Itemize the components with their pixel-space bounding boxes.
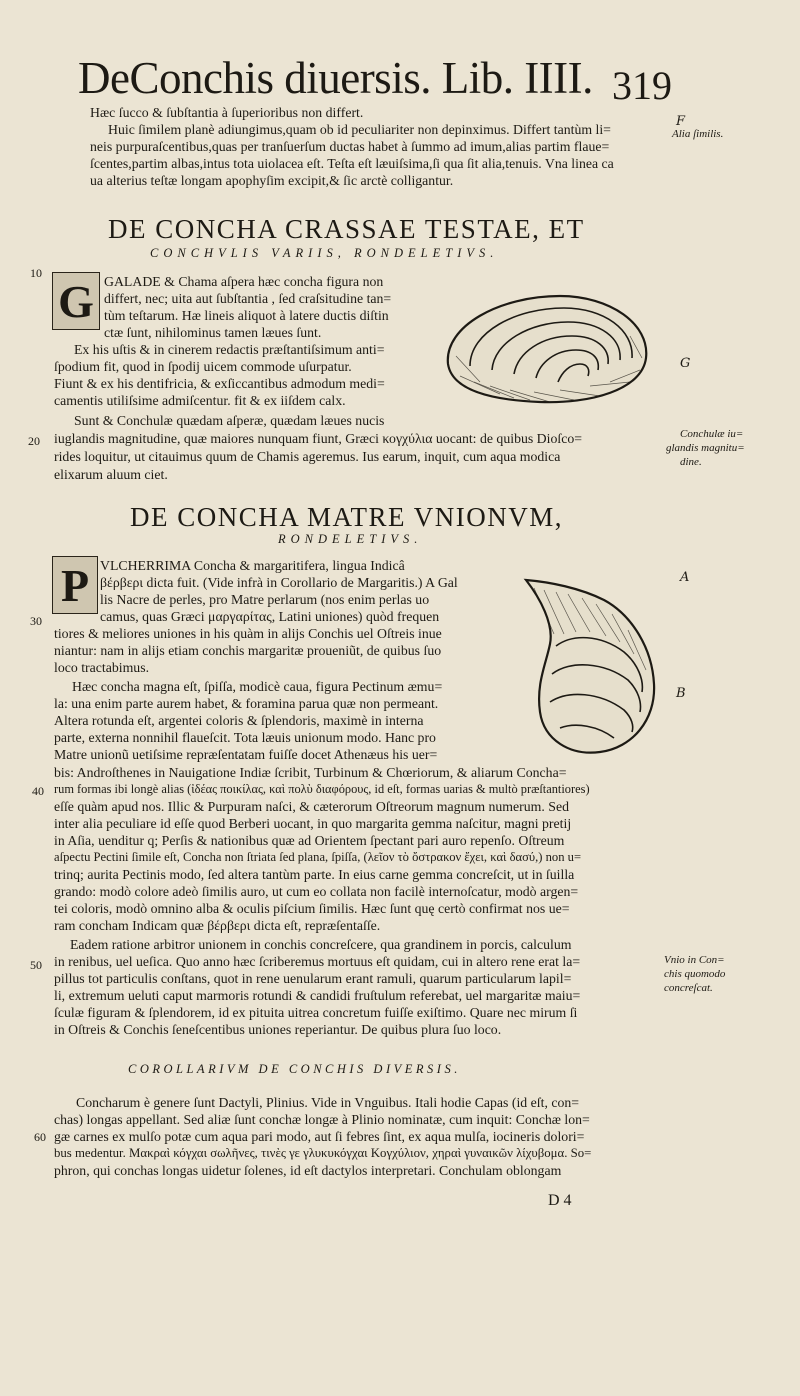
text-line: camentis utiliſsime admiſcentur. fit & ex iiſdem calx. <box>54 393 346 408</box>
text-line: ſcentes,partim albas,intus tota uiolacea eſt. Teſta eſt læuiſsima,ſi qua ſit alia,tenuis. Vna linea ca <box>90 156 614 171</box>
text-line: camus, quas Græci μαργαρίτας, Latini uniones) quòd frequen <box>100 609 440 624</box>
text-line: ſculæ figuram & ſplendorem, id ex pituita uitrea concretum fuiſſe exiſtimo. Quare nec mirum ſi <box>54 1005 578 1020</box>
text-line: Hæc concha magna eſt, ſpiſſa, modicè caua, figura Pectinum æmu= <box>72 679 443 694</box>
thick-shell-clam-illustration <box>440 286 656 410</box>
text-line: niantur: nam in alijs etiam conchis margaritæ proueniũt, de quibus ſuo <box>54 643 442 658</box>
text-line: ſpodium fit, quod in ſpodij uicem commode uſurpatur. <box>54 359 352 374</box>
text-line: aſpectu Pectini ſimile eſt, Concha non ſtriata ſed plana, ſpiſſa, (λεῖον τὸ ὄστρακον ἔχει, καὶ δασύ,) non u= <box>54 850 582 864</box>
text-line: in renibus, uel ueſica. Quo anno hæc ſcriberemus mortuus eſt quidam, cui in altero rene erat la= <box>54 954 581 969</box>
book-page: DeConchis diuersis. Lib. IIII. 319 F G A B 10 20 30 40 50 60 Hæc ſucco & ſubſtantia à ſuperioribus non differt. Huic ſimilem planè adiungimus,quam ob id peculiariter non depinximus. Differt tantùm li= neis purpuraſcentibus,quas per tranſuerſum ductas habet à ſummo ad imum,alias partim flaue= ſcentes,partim albas,intus tota uiolacea eſt. Teſta eſt læuiſsima,ſi qua ſit alia,tenuis. Vna linea ca ua alterius teſtæ longam apophyſim excipit,& ſic arctè colligantur. Alia ſimilis. DE CONCHA CRASSAE TESTAE, ET CONCHVLIS VARIIS, RONDELETIVS. G GALADE & Chama aſpera hæc concha figura non differt, nec; uita aut ſubſtantia , ſed craſsitudine tan= tùm teſtarum. Hæ lineis aliquot à latere ductis diſtin ctæ ſunt, nihilominus tamen læues ſunt. Ex his uſtis & in cinerem redactis præſtantiſsimum anti= ſpodium fit, quod in ſpodij uicem commode uſurpatur. Fiunt & ex his dentifricia, & exſiccantibus admodum medi= camentis utiliſsime admiſcentur. fit & ex iiſdem calx. Sunt & Conchulæ quædam aſperæ, quædam læues nucis iuglandis magnitudine, quæ maiores nunquam fiunt, Græci κογχύλια uocant: de quibus Dioſco= rides loquitur, ut citauimus quum de Chamis ageremus. Ius earum, inquit, cum aqua modica elixarum aluum ciet. Conchulæ iu= glandis magnitu= dine. DE CONCHA MATRE VNIONVM, RONDELETIVS. P VLCHERRIMA Concha & margaritifera, lingua Indicâ βέρβερι dicta fuit. (Vide infrà in Corollario de Margaritis.) A Gal lis Nacre de perles, pro Matre perlarum (nos enim perlas uo camus, quas Græci μαργαρίτας, Latini uniones) quòd frequen tiores & meliores uniones in his quàm in alijs Conchis uel Oſtreis inue niantur: nam in alijs etiam conchis margaritæ proueniũt, de quibus ſuo loco tractabimus. Hæc concha magna eſt, ſpiſſa, modicè caua, figura Pectinum æmu= la: una enim parte aurem habet, & foramina parua quæ non permeant. Altera rotunda eſt, argentei coloris & ſplendoris, maximè in interna parte, externa nonnihil flaueſcit. Tota læuis unionum modo. Hanc pro Matre unionũ uetiſsime repræſentatam fuiſſe docet Athenæus his uer= bis: Androſthenes in Nauigatione Indiæ ſcribit, Turbinum & Chœriorum, & aliarum Concha= rum formas ibi longè alias (ἰδέας ποικίλας, καὶ πολὺ διαφόρους, id eſt, formas uarias & multò præſtantiores) eſſe quàm apud nos. Illic & Purpuram naſci, & cæterorum Oſtreorum magnum numerum. Sed inter alia peculiare id eſſe quod Berberi uocant, in quo margarita gemma naſcitur, magni pretij in Aſia, uenditur q; Perſis & nationibus quæ ad Orientem ſpectant pari auro repenſo. Oſtreum aſpectu Pectini ſimile eſt, Concha non ſtriata ſed plana, ſpiſſa, (λεῖον τὸ ὄστρακον ἔχει, καὶ δασύ,) non u= trinq; aurita Pectinis modo, ſed altera tantùm parte. In eius carne gemma concreſcit, ut in ſuilla grando: modò colore adeò ſimilis auro, ut cum eo collata non facilè internoſcatur, modò argen= tei coloris, modò omnino alba & oculis piſcium ſimilis. Hæc ſunt quę certò confirmat nos ue= ram concham Indicam quæ βέρβερι dicta eſt, repræſentaſſe. Eadem ratione arbitror unionem in conchis concreſcere, qua grandinem in porcis, calculum in renibus, uel ueſica. Quo anno hæc ſcriberemus mortuus eſt quidam, cui in altero rene erat la= pillus tot particulis conſtans, quot in rene uenularum erant ramuli, quarum particularum lapil= li, extremum ueluti caput marmoris rotundi & candidi fruſtulum referebat, uel margaritæ maiu= ſculæ figuram & ſplendorem, id ex pituita uitrea concretum fuiſſe exiſtimo. Quare nec mirum ſi in Oſtreis & Conchis ſeneſcentibus uniones reperiantur. De quibus plura ſuo loco. Vnio in Con= chis quomodo concreſcat. COROLLARIVM DE CONCHIS DIVERSIS. Concharum è genere ſunt Dactyli, Plinius. Vide in Vnguibus. Itali hodie Capas (id eſt, con= chas) longas appellant. Sed aliæ ſunt conchæ longæ à Plinio nominatæ, cum inquit: Conchæ lon= gæ carnes ex mulſo potæ cum aqua pari modo, aut ſi febres ſint, ex aqua mulſa, iocineris dolori= bus medentur. Μακραὶ κόγχαι σωλῆνες, τινὲς γε γλυκυκόγχαι Κογχύλιον, χηραὶ γυναικῶν λίχυβομα. So= phron, qui conchas longas uidetur ſolenes, id eſt dactylos interpretari. Conchulam oblongam D 4 <box>28 53 745 1209</box>
section-subheading: CONCHVLIS VARIIS, RONDELETIVS. <box>150 246 499 260</box>
text-line: iuglandis magnitudine, quæ maiores nunquam fiunt, Græci κογχύλια uocant: de quibus Dioſco= <box>54 431 583 446</box>
text-line: differt, nec; uita aut ſubſtantia , ſed craſsitudine tan= <box>104 291 392 306</box>
pearl-oyster-illustration <box>520 574 660 756</box>
text-line: elixarum aluum ciet. <box>54 467 168 482</box>
line-number: 50 <box>30 958 42 972</box>
text-line: lis Nacre de perles, pro Matre perlarum (nos enim perlas uo <box>100 592 430 607</box>
text-line: VLCHERRIMA Concha & margaritifera, lingua Indicâ <box>100 558 405 573</box>
text-line: bus medentur. Μακραὶ κόγχαι σωλῆνες, τινὲς γε γλυκυκόγχαι Κογχύλιον, χηραὶ γυναικῶν λίχυβομα. So= <box>54 1146 592 1160</box>
text-line: loco tractabimus. <box>54 660 150 675</box>
text-line: tei coloris, modò omnino alba & oculis piſcium ſimilis. Hæc ſunt quę certò confirmat nos ue= <box>54 901 570 916</box>
text-line: Altera rotunda eſt, argentei coloris & ſplendoris, maximè in interna <box>54 713 424 728</box>
section-heading: DE CONCHA MATRE VNIONVM, <box>130 502 564 532</box>
text-line: rides loquitur, ut citauimus quum de Chamis ageremus. Ius earum, inquit, cum aqua modica <box>54 449 561 464</box>
margin-letter-b: B <box>676 686 686 701</box>
text-line: ram concham Indicam quæ βέρβερι dicta eſt, repræſentaſſe. <box>54 918 381 933</box>
text-line: in Aſia, uenditur q; Perſis & nationibus quæ ad Orientem ſpectant pari auro repenſo. Oſtreum <box>54 833 565 848</box>
text-line: Huic ſimilem planè adiungimus,quam ob id peculiariter non depinximus. Differt tantùm li= <box>108 122 611 137</box>
text-line: grando: modò colore adeò ſimilis auro, ut cum eo collata non facilè internoſcatur, modò argen= <box>54 884 579 899</box>
line-number: 60 <box>34 1130 46 1144</box>
text-line: trinq; aurita Pectinis modo, ſed altera tantùm parte. In eius carne gemma concreſcit, ut in ſuilla <box>54 867 575 882</box>
text-line: la: una enim parte aurem habet, & foramina parua quæ non permeant. <box>54 696 439 711</box>
corollary-heading: COROLLARIVM DE CONCHIS DIVERSIS. <box>128 1062 461 1076</box>
text-line: bis: Androſthenes in Nauigatione Indiæ ſcribit, Turbinum & Chœriorum, & aliarum Concha= <box>54 765 567 780</box>
line-number: 40 <box>32 784 44 798</box>
text-line: Eadem ratione arbitror unionem in conchis concreſcere, qua grandinem in porcis, calculum <box>70 937 572 952</box>
line-number: 30 <box>30 614 42 628</box>
text-line: Sunt & Conchulæ quædam aſperæ, quædam læues nucis <box>74 413 385 428</box>
running-title: DeConchis diuersis. Lib. IIII. <box>78 53 593 103</box>
text-line: rum formas ibi longè alias (ἰδέας ποικίλας, καὶ πολὺ διαφόρους, id eſt, formas uarias & multò præſtantiores) <box>54 782 590 796</box>
line-number: 20 <box>28 434 40 448</box>
text-line: pillus tot particulis conſtans, quot in rene uenularum erant ramuli, quarum particularum lapil= <box>54 971 572 986</box>
text-line: tùm teſtarum. Hæ lineis aliquot à latere ductis diſtin <box>104 308 389 323</box>
text-line: in Oſtreis & Conchis ſeneſcentibus uniones reperiantur. De quibus plura ſuo loco. <box>54 1022 502 1037</box>
text-line: li, extremum ueluti caput marmoris rotundi & candidi fruſtulum referebat, uel margaritæ maiu= <box>54 988 581 1003</box>
text-line: Concharum è genere ſunt Dactyli, Plinius. Vide in Vnguibus. Itali hodie Capas (id eſt, con= <box>76 1095 580 1110</box>
text-line: tiores & meliores uniones in his quàm in alijs Conchis uel Oſtreis inue <box>54 626 442 641</box>
margin-letter-f: F <box>676 114 686 129</box>
page-number: 319 <box>612 63 672 108</box>
text-line: chas) longas appellant. Sed aliæ ſunt conchæ longæ à Plinio nominatæ, cum inquit: Conchæ lon= <box>54 1112 590 1127</box>
text-line: neis purpuraſcentibus,quas per tranſuerſum ductas habet à ſummo ad imum,alias partim flaue= <box>90 139 610 154</box>
text-line: βέρβερι dicta fuit. (Vide infrà in Corollario de Margaritis.) A Gal <box>100 575 458 590</box>
text-line: Matre unionũ uetiſsime repræſentatam fuiſſe docet Athenæus his uer= <box>54 747 438 762</box>
text-line: inter alia peculiare id eſſe quod Berberi uocant, in quo margarita gemma naſcitur, magni pretij <box>54 816 572 831</box>
margin-letter-g: G <box>680 356 691 371</box>
margin-letter-a: A <box>680 570 690 585</box>
signature-mark: D 4 <box>548 1192 572 1209</box>
text-line: gæ carnes ex mulſo potæ cum aqua pari modo, aut ſi febres ſint, ex aqua mulſa, iocineris dolori= <box>54 1129 585 1144</box>
section-subheading: RONDELETIVS. <box>278 532 423 546</box>
text-line: Fiunt & ex his dentifricia, & exſiccantibus admodum medi= <box>54 376 385 391</box>
text-line: eſſe quàm apud nos. Illic & Purpuram naſci, & cæterorum Oſtreorum magnum numerum. Sed <box>54 799 569 814</box>
text-line: Hæc ſucco & ſubſtantia à ſuperioribus non differt. <box>90 105 364 120</box>
text-line: ua alterius teſtæ longam apophyſim excipit,& ſic arctè colligantur. <box>90 173 454 188</box>
text-line: parte, externa nonnihil flaueſcit. Tota læuis unionum modo. Hanc pro <box>54 730 436 745</box>
text-line: GALADE & Chama aſpera hæc concha figura non <box>104 274 384 289</box>
decorated-initial: P <box>52 556 98 614</box>
section-heading: DE CONCHA CRASSAE TESTAE, ET <box>108 214 585 244</box>
text-line: Ex his uſtis & in cinerem redactis præſtantiſsimum anti= <box>74 342 385 357</box>
line-number: 10 <box>30 266 42 280</box>
margin-note: Alia ſimilis. <box>672 128 724 140</box>
decorated-initial: G <box>52 272 100 330</box>
text-line: ctæ ſunt, nihilominus tamen læues ſunt. <box>104 325 322 340</box>
text-line: phron, qui conchas longas uidetur ſolenes, id eſt dactylos interpretari. Conchulam oblongam <box>54 1163 562 1178</box>
